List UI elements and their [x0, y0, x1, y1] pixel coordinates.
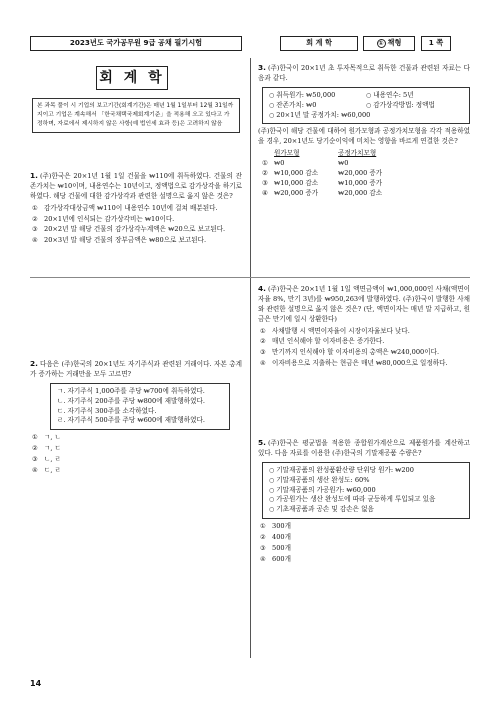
- option-marker: ②: [32, 215, 38, 223]
- option-marker: ④: [32, 467, 38, 475]
- question-4: [258, 283, 470, 369]
- fair-value-cell: ₩10,000 증가: [338, 178, 383, 187]
- question-2: [30, 358, 242, 476]
- question-number: 5.: [258, 438, 266, 447]
- bullet-icon: ○: [269, 101, 275, 109]
- data-item: [269, 505, 463, 515]
- question-stem: (주)한국이 20×1년 초 투자목적으로 취득한 건물과 관련된 자료는 다음과 같다.: [258, 64, 470, 82]
- bullet-icon: ○: [269, 466, 275, 474]
- option-item: [32, 444, 242, 454]
- table-row: [262, 169, 470, 179]
- data-item-text: 가공원가는 생산 완성도에 따라 균등하게 투입되고 있음: [276, 495, 436, 504]
- option-item: [260, 359, 470, 369]
- options-list: [30, 204, 242, 247]
- bullet-icon: ○: [269, 91, 275, 99]
- question-number: 2.: [30, 359, 38, 368]
- table-row: [262, 159, 470, 169]
- subject-title: 회 계 학: [96, 66, 168, 90]
- option-item: [260, 522, 470, 532]
- condition-item: ㄴ. 자기주식 200주를 주당 ₩800에 재발행하였다.: [57, 396, 205, 405]
- condition-item: ㄷ. 자기주식 300주를 소각하였다.: [57, 406, 157, 415]
- table-row: [262, 179, 470, 189]
- option-item: [260, 337, 470, 347]
- option-text: 20×1년에 인식되는 감가상각비는 ₩10이다.: [44, 214, 175, 223]
- bullet-icon: ○: [269, 506, 275, 514]
- option-text: 300개: [272, 522, 291, 531]
- data-box: [262, 462, 470, 519]
- option-item: [260, 327, 470, 337]
- option-marker: ①: [260, 523, 266, 531]
- question-stem: (주)한국은 20×1년 1월 1일 액면금액이 ₩1,000,000인 사채(액면이자율 8%, 만기 3년)를 ₩950,263에 발행하였다. (주)한국이 발행한 사채와 관련한 설명으로 옳지 않은 것은? (단, 액면이자는 매년 말 지급하고, 원금은 만기에 일시 상환한다): [258, 285, 470, 323]
- option-item: [32, 433, 242, 443]
- option-text: 매년 인식해야 할 이자비용은 증가한다.: [272, 337, 385, 346]
- booklet-type: [363, 36, 415, 51]
- option-marker: ②: [32, 445, 38, 453]
- options-list: [30, 433, 242, 476]
- option-text: ㄴ, ㄹ: [44, 455, 61, 464]
- option-text: 만기까지 인식해야 할 이자비용의 총액은 ₩240,000이다.: [272, 348, 440, 357]
- type-mark: ①: [378, 40, 384, 47]
- option-text: 600개: [272, 554, 291, 563]
- data-item: [269, 495, 463, 505]
- answer-table: [262, 149, 470, 198]
- option-item: [260, 348, 470, 358]
- options-list: [258, 522, 470, 565]
- option-marker: ①: [32, 434, 38, 442]
- option-marker: ③: [32, 456, 38, 464]
- question-stem: 다음은 (주)한국의 20×1년도 자기주식과 관련된 거래이다. 자본 총계가 증가하는 거래만을 모두 고르면?: [30, 360, 242, 378]
- data-item-text: 기말재공품의 완성품환산량 단위당 원가: ₩200: [276, 465, 414, 474]
- option-item: [260, 555, 470, 565]
- bullet-icon: ○: [269, 476, 275, 484]
- option-marker: ①: [260, 327, 266, 335]
- question-3: [258, 62, 470, 199]
- option-marker: ③: [260, 349, 266, 357]
- option-text: 20×3년 말 해당 건물의 장부금액은 ₩80으로 보고된다.: [44, 236, 207, 245]
- cost-model-cell: ₩10,000 감소: [274, 178, 319, 187]
- data-item: [269, 486, 463, 496]
- option-marker: ②: [262, 169, 268, 178]
- option-marker: ③: [262, 178, 268, 187]
- exam-header: [30, 36, 470, 51]
- info-life: 내용연수: 5년: [373, 90, 414, 99]
- option-marker: ④: [262, 188, 268, 197]
- option-item: [260, 533, 470, 543]
- option-text: ㄱ, ㄴ: [44, 433, 61, 442]
- option-item: [32, 215, 242, 225]
- info-cost: 취득원가: ₩50,000: [276, 90, 336, 99]
- bullet-icon: ○: [366, 101, 372, 109]
- data-item: [269, 466, 463, 476]
- data-item-text: 기말재공품의 가공원가: ₩60,000: [276, 485, 376, 494]
- info-method: 감가상각방법: 정액법: [373, 100, 435, 109]
- question-stem-2: (주)한국이 해당 건물에 대하여 원가모형과 공정가치모형을 각각 적용하였을 경우, 20×1년도 당기순이익에 미치는 영향을 바르게 연결한 것은?: [258, 127, 470, 146]
- option-text: ㄷ, ㄹ: [44, 466, 61, 475]
- options-list: [258, 327, 470, 370]
- column-divider: [250, 58, 251, 658]
- condition-item: ㄱ. 자기주식 1,000주를 주당 ₩700에 취득하였다.: [57, 386, 205, 395]
- condition-item: ㄹ. 자기주식 500주를 주당 ₩600에 재발행하였다.: [57, 416, 205, 425]
- type-label: 책형: [387, 38, 402, 48]
- data-item-text: 기말재공품의 생산 완성도: 60%: [276, 475, 370, 484]
- data-item-text: 기초재공품과 공손 및 감손은 없음: [276, 505, 374, 514]
- column-header-fair: 공정가치모형: [338, 149, 377, 158]
- option-marker: ④: [260, 360, 266, 368]
- option-text: ㄱ, ㄷ: [44, 444, 61, 453]
- column-header-cost: 원가모형: [274, 149, 300, 158]
- option-text: 감가상각대상금액 ₩110이 내용연수 10년에 걸쳐 배분된다.: [44, 203, 218, 212]
- option-text: 사채발행 시 액면이자율이 시장이자율보다 낮다.: [272, 326, 410, 335]
- fair-value-cell: ₩0: [338, 159, 349, 168]
- bullet-icon: ○: [269, 486, 275, 494]
- subject-label: 회 계 학: [280, 36, 358, 51]
- option-item: [32, 455, 242, 465]
- table-row: [262, 189, 470, 199]
- option-marker: ②: [260, 534, 266, 542]
- option-marker: ①: [32, 204, 38, 212]
- option-text: 이자비용으로 지출하는 현금은 매년 ₩80,000으로 일정하다.: [272, 359, 448, 368]
- option-item: [260, 544, 470, 554]
- cost-model-cell: ₩10,000 감소: [274, 169, 319, 178]
- data-item: [269, 476, 463, 486]
- option-item: [32, 236, 242, 246]
- page-label: 1 쪽: [421, 36, 451, 51]
- condition-box: [50, 383, 230, 431]
- option-marker: ③: [260, 545, 266, 553]
- question-stem: (주)한국은 평균법을 적용한 종합원가계산으로 제품원가를 계산하고 있다. 다음 자료를 이용한 (주)한국의 기말재공품 수량은?: [258, 439, 470, 457]
- section-divider: [30, 277, 470, 278]
- option-text: 20×2년 말 해당 건물의 감가상각누계액은 ₩20으로 보고된다.: [44, 225, 226, 234]
- option-item: [32, 466, 242, 476]
- bullet-icon: ○: [269, 111, 275, 119]
- bullet-icon: ○: [366, 91, 372, 99]
- info-residual: 잔존가치: ₩0: [276, 100, 317, 109]
- data-box: [262, 87, 470, 125]
- option-marker: ④: [32, 237, 38, 245]
- question-1: [30, 170, 242, 246]
- exam-title: 2023년도 국가공무원 9급 공채 필기시험: [30, 36, 242, 51]
- info-fairvalue: 20×1년 말 공정가치: ₩60,000: [276, 110, 371, 119]
- option-item: [32, 225, 242, 235]
- question-number: 4.: [258, 284, 266, 293]
- option-marker: ②: [260, 338, 266, 346]
- option-marker: ①: [262, 159, 268, 168]
- page-number: 14: [30, 679, 42, 688]
- fair-value-cell: ₩20,000 감소: [338, 188, 383, 197]
- option-text: 400개: [272, 533, 291, 542]
- option-marker: ③: [32, 226, 38, 234]
- option-item: [32, 204, 242, 214]
- option-text: 500개: [272, 544, 291, 553]
- question-number: 3.: [258, 63, 266, 72]
- cost-model-cell: ₩0: [274, 159, 285, 168]
- question-number: 1.: [30, 171, 38, 180]
- fair-value-cell: ₩20,000 증가: [338, 169, 383, 178]
- question-stem: (주)한국은 20×1년 1월 1일 건물을 ₩110에 취득하였다. 건물의 잔존가치는 ₩10이며, 내용연수는 10년이고, 정액법으로 감가상각을 하기로 하였다. 해당 건물에 대한 감가상각과 관련한 설명으로 옳지 않은 것은?: [30, 172, 242, 200]
- notice-box: 본 과목 풀이 시 기업의 보고기간(회계기간)은 매년 1월 1일부터 12월 31일까지이고 기업은 계속해서 「한국채택국제회계기준」을 적용해 오고 있다고 가정하며, 자료에서 제시하지 않은 사항(예 법인세 효과 등)은 고려하지 않음: [32, 98, 240, 133]
- cost-model-cell: ₩20,000 증가: [274, 188, 319, 197]
- question-5: [258, 437, 470, 565]
- bullet-icon: ○: [269, 496, 275, 504]
- option-marker: ④: [260, 555, 266, 563]
